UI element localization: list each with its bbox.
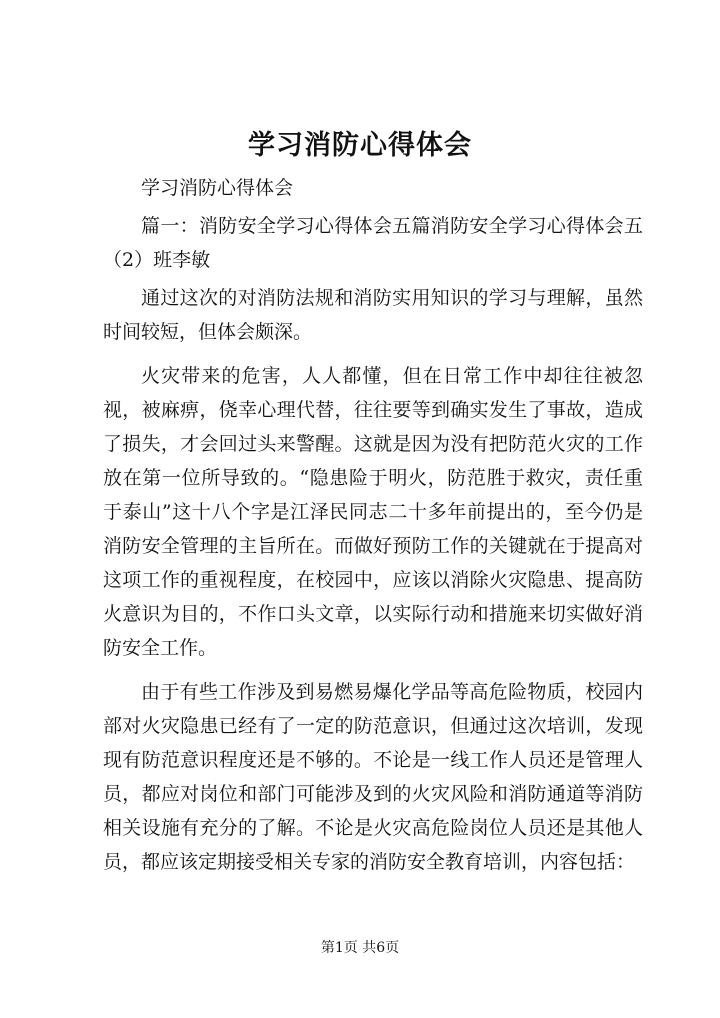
document-title: 学习消防心得体会 — [248, 130, 472, 161]
paragraph-fire-hazard: 火灾带来的危害，人人都懂，但在日常工作中却往往被忽视，被麻痹，侥幸心理代替，往往要等到确实发生了事故，造成了损失，才会回过头来警醒。这就是因为没有把防范火灾的工作放在第一位所导致的。“隐患险于明火，防范胜于救灾，责任重于泰山”这十八个字是江泽民同志二十多年前提出的，至今仍是消防安全管理的主旨所在。而做好预防工作的关键就在于提高对这项工作的重视程度，在校园中，应该以消除火灾隐患、提高防火意识为目的，不作口头文章，以实际行动和措施来切实做好消防安全工作。 — [103, 365, 643, 659]
page-footer: 第1页 共6页 — [320, 940, 400, 956]
paragraph-intro: 通过这次的对消防法规和消防实用知识的学习与理解，虽然时间较短，但体会颇深。 — [103, 287, 643, 343]
paragraph-campus-safety: 由于有些工作涉及到易燃易爆化学品等高危险物质，校园内部对火灾隐患已经有了一定的防范意识，但通过这次培训，发现现有防范意识程度还是不够的。不论是一线工作人员还是管理人员，都应对岗位和部门可能涉及到的火灾风险和消防通道等消防相关设施有充分的了解。不论是火灾高危险岗位人员还是其他人员，都应该定期接受相关专家的消防安全教育培训，内容包括： — [103, 681, 643, 873]
paragraph-subtitle: 学习消防心得体会 — [141, 177, 294, 199]
document-body — [103, 171, 643, 889]
paragraph-section-heading: 篇一：消防安全学习心得体会五篇消防安全学习心得体会五（2）班李敏 — [103, 215, 643, 271]
